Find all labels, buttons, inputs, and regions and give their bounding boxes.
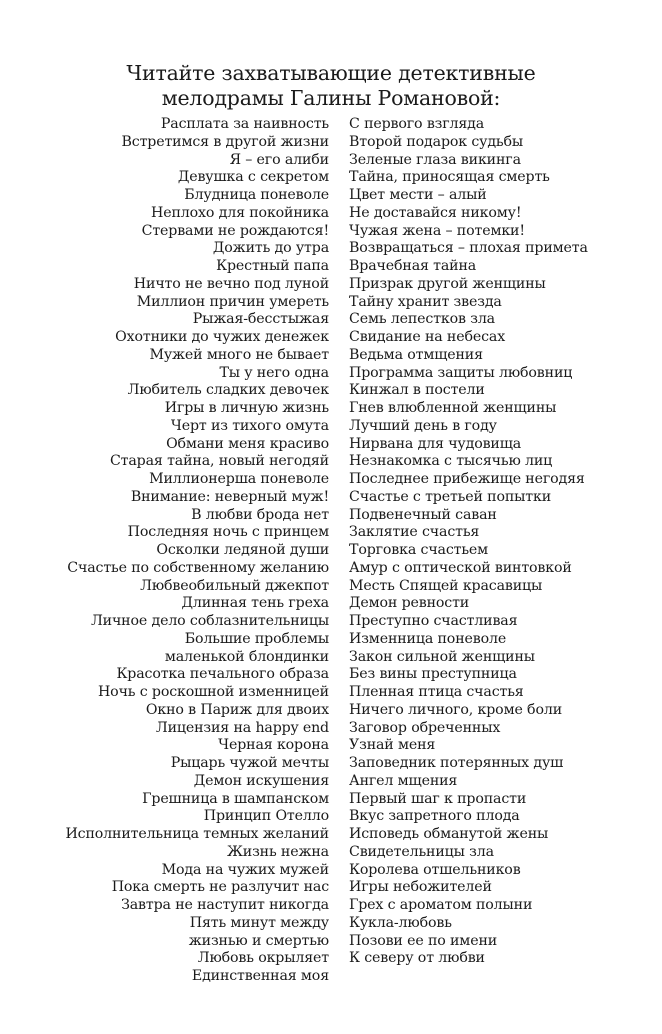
book-title: Тайна, приносящая смерть xyxy=(349,169,550,186)
book-title: Нирвана для чудовища xyxy=(349,435,522,452)
heading-line-1: Читайте захватывающие детективные xyxy=(126,61,536,85)
book-title: Ничего личного, кроме боли xyxy=(349,701,563,718)
book-title: Ты у него одна xyxy=(219,364,329,381)
book-title: Месть Спящей красавицы xyxy=(349,577,543,594)
book-title: Исполнительница темных желаний xyxy=(65,826,329,842)
book-title: Красотка печального образа xyxy=(116,666,329,683)
book-title: Окно в Париж для двоих xyxy=(145,701,329,718)
book-title: Счастье с третьей попытки xyxy=(349,488,552,505)
book-title: Единственная моя xyxy=(191,968,329,984)
book-title: Я – его алиби xyxy=(229,151,329,168)
book-title: Рыжая-бесстыжая xyxy=(192,311,329,328)
book-title: Врачебная тайна xyxy=(349,258,477,274)
titles-column-left xyxy=(65,116,329,986)
book-title: Последняя ночь с принцем xyxy=(127,524,329,541)
book-title: Демон ревности xyxy=(349,595,470,612)
book-title: жизнью и смертью xyxy=(188,932,329,949)
book-title: Свидание на небесах xyxy=(349,329,506,345)
book-title: Гнев влюбленной женщины xyxy=(349,400,557,416)
book-title: Любитель сладких девочек xyxy=(127,382,329,399)
book-title: Незнакомка с тысячью лиц xyxy=(349,453,553,470)
book-title: Зеленые глаза викинга xyxy=(349,151,521,168)
book-title: Заповедник потерянных душ xyxy=(349,755,564,771)
book-title: Торговка счастьем xyxy=(349,542,489,558)
book-title: Неплохо для покойника xyxy=(151,204,329,221)
book-title: Чужая жена – потемки! xyxy=(349,222,525,239)
book-title: Встретимся в другой жизни xyxy=(121,133,329,150)
book-title: Грех с ароматом полыни xyxy=(349,897,533,913)
book-title: Демон искушения xyxy=(193,772,329,789)
book-title: Счастье по собственному желанию xyxy=(67,559,329,576)
book-title: Черная корона xyxy=(218,737,329,754)
book-title: Тайну хранит звезда xyxy=(349,293,502,310)
book-title: Изменница поневоле xyxy=(349,630,507,647)
book-title: Позови ее по имени xyxy=(349,932,498,949)
book-title: Расплата за наивность xyxy=(160,116,329,132)
book-title: Пленная птица счастья xyxy=(349,684,524,700)
book-title: Не доставайся никому! xyxy=(349,204,522,221)
book-title: Кинжал в постели xyxy=(349,382,485,399)
book-title: Последнее прибежище негодяя xyxy=(349,471,585,487)
book-title: Мужей много не бывает xyxy=(149,346,329,363)
book-title: Внимание: неверный муж! xyxy=(130,488,329,505)
book-title: Исповедь обманутой жены xyxy=(349,826,549,842)
book-title: Призрак другой женщины xyxy=(349,275,546,292)
book-title: Осколки ледяной души xyxy=(156,542,329,558)
book-title: С первого взгляда xyxy=(349,116,485,132)
book-title: Ночь с роскошной изменницей xyxy=(97,684,329,700)
page-heading xyxy=(0,61,662,111)
book-title: Без вины преступница xyxy=(349,666,517,683)
book-title: Программа защиты любовниц xyxy=(349,364,573,381)
book-title: Миллионерша поневоле xyxy=(149,471,329,487)
book-title: Первый шаг к пропасти xyxy=(349,790,527,807)
book-title: Ведьма отмщения xyxy=(349,346,483,363)
book-title: Вкус запретного плода xyxy=(349,808,520,825)
book-title: Жизнь нежна xyxy=(227,843,329,860)
book-title: Блудница поневоле xyxy=(184,187,329,203)
book-title: Принцип Отелло xyxy=(203,808,329,825)
book-title: Черт из тихого омута xyxy=(170,417,329,434)
book-title: Заклятие счастья xyxy=(349,524,480,541)
book-title: Девушка с секретом xyxy=(177,169,329,186)
book-title: Семь лепестков зла xyxy=(349,311,495,328)
book-title: Мода на чужих мужей xyxy=(161,861,329,878)
book-title: Любвеобильный джекпот xyxy=(140,577,329,594)
book-title: Личное дело соблазнительницы xyxy=(90,613,329,629)
book-title: Дожить до утра xyxy=(212,240,329,257)
book-title: Большие проблемы xyxy=(184,630,329,647)
book-title: Ангел мщения xyxy=(349,772,458,789)
book-title: Подвенечный саван xyxy=(349,506,497,523)
book-title: К северу от любви xyxy=(349,950,485,967)
book-title: Крестный папа xyxy=(216,258,329,274)
book-title: Преступно счастливая xyxy=(349,613,518,629)
book-title: Миллион причин умереть xyxy=(136,293,329,310)
book-title: Стервами не рождаются! xyxy=(141,222,329,239)
book-title: Завтра не наступит никогда xyxy=(121,897,329,913)
book-title: Охотники до чужих денежек xyxy=(115,329,329,345)
book-title: Узнай меня xyxy=(349,737,436,754)
book-title: Игры в личную жизнь xyxy=(164,400,329,416)
book-title: Лицензия на happy end xyxy=(155,719,329,736)
book-title: Возвращаться – плохая примета xyxy=(349,240,588,257)
book-title: Лучший день в году xyxy=(349,417,497,434)
book-title: Любовь окрыляет xyxy=(197,950,329,967)
book-title: Игры небожителей xyxy=(349,879,492,896)
book-title: маленькой блондинки xyxy=(164,648,329,665)
book-title: Свидетельницы зла xyxy=(349,843,494,860)
book-title: Кукла-любовь xyxy=(349,914,452,931)
heading-line-2: мелодрамы Галины Романовой: xyxy=(161,86,501,110)
book-title: В любви брода нет xyxy=(191,506,329,523)
book-title: Второй подарок судьбы xyxy=(349,133,524,150)
book-title: Длинная тень греха xyxy=(181,595,329,612)
book-title: Заговор обреченных xyxy=(349,719,501,736)
book-title: Обмани меня красиво xyxy=(166,435,329,452)
book-title: Грешница в шампанском xyxy=(142,790,329,807)
book-title: Рыцарь чужой мечты xyxy=(170,755,329,771)
book-title: Амур с оптической винтовкой xyxy=(349,559,572,576)
book-title: Ничто не вечно под луной xyxy=(133,275,329,292)
book-title: Пять минут между xyxy=(189,914,329,931)
book-title: Цвет мести – алый xyxy=(349,187,487,203)
book-title: Пока смерть не разлучит нас xyxy=(111,879,329,896)
book-title: Закон сильной женщины xyxy=(349,648,535,665)
book-title: Королева отшельников xyxy=(349,861,521,878)
book-title: Старая тайна, новый негодяй xyxy=(109,453,329,470)
titles-column-right xyxy=(349,116,588,968)
